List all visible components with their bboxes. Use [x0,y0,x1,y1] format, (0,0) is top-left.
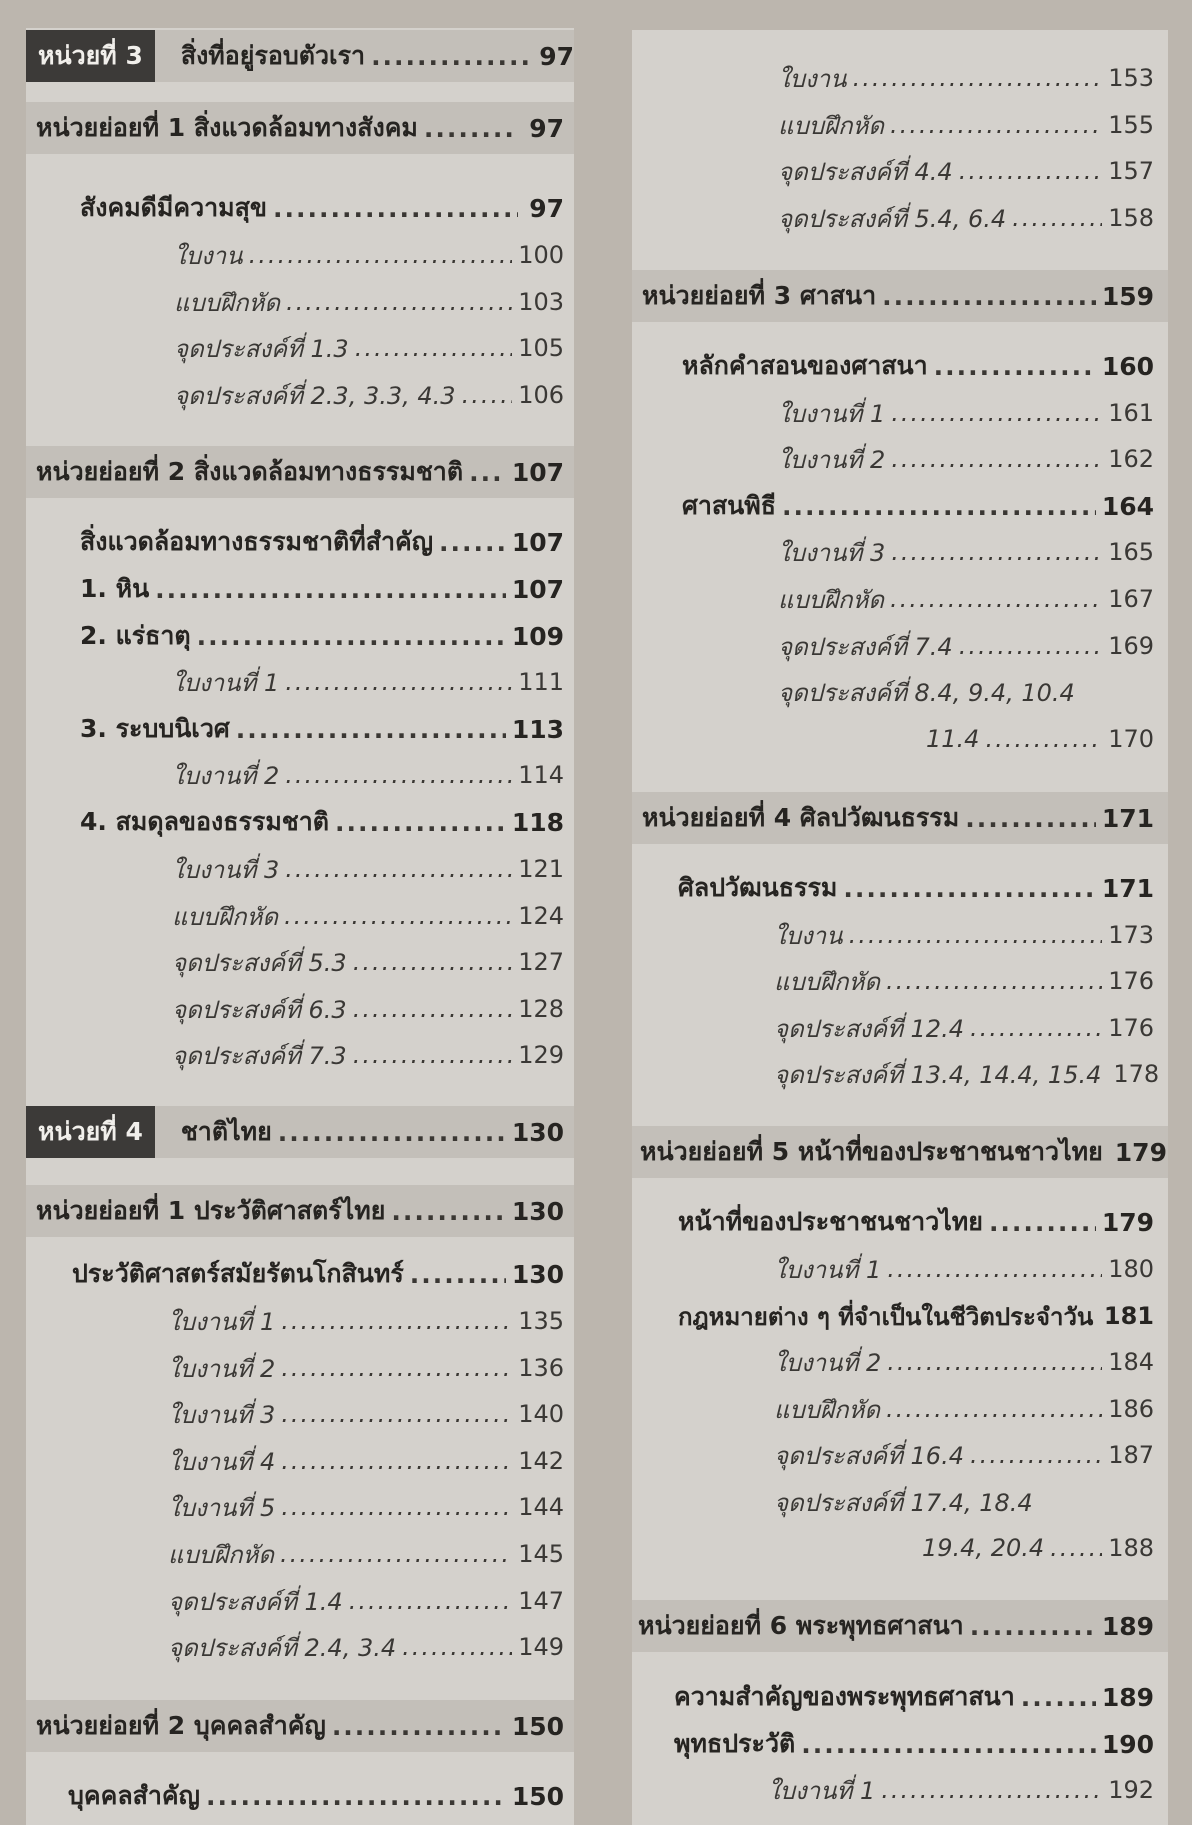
entry-title: ใบงานที่ 2 [774,1348,882,1377]
page-number: 160 [1101,351,1154,381]
entry-title: แบบฝึกหัด [168,1540,274,1569]
page-number: 150 [511,1711,564,1741]
page-number: 121 [518,855,564,883]
toc-entry[interactable] [774,1006,1154,1050]
toc-entry[interactable] [168,1579,564,1623]
subunit-1-header[interactable] [26,1185,574,1237]
toc-entry[interactable] [922,1526,1154,1570]
leader-dots [281,1307,512,1335]
leader-dots [1050,1534,1102,1562]
leader-dots [462,381,513,409]
subunit-6-header[interactable] [632,1600,1168,1652]
leader-dots [281,1493,512,1521]
entry-title: แบบฝึกหัด [774,1395,880,1424]
toc-entry[interactable] [678,1200,1154,1244]
page-number: 149 [518,1633,564,1661]
leader-dots [284,902,512,930]
page-number: 159 [1101,281,1154,311]
toc-entry[interactable] [168,1392,564,1436]
entry-title: ความสำคัญของพระพุทธศาสนา [674,1682,1015,1711]
leader-dots [881,1776,1102,1804]
leader-dots [890,585,1102,613]
leader-dots [843,874,1095,903]
page-number: 128 [518,995,564,1023]
page-number: 129 [518,1041,564,1069]
entry-title: ใบงานที่ 3 [168,1400,276,1429]
toc-entry[interactable] [172,753,564,797]
page-number: 97 [529,193,564,223]
leader-dots [286,288,512,316]
toc-entry[interactable] [678,1294,1154,1338]
page-number: 155 [1108,111,1154,139]
toc-entry[interactable] [778,196,1154,240]
leader-dots [273,194,518,223]
leader-dots [424,114,518,143]
leader-dots [355,334,512,362]
leader-dots [402,1633,512,1661]
leader-dots [332,1712,506,1741]
entry-title: ใบงานที่ 2 [778,445,886,474]
toc-entry[interactable] [80,614,564,658]
page-number: 186 [1108,1395,1154,1423]
entry-title: แบบฝึกหัด [778,585,884,614]
entry-title: ใบงานที่ 4 [168,1447,276,1476]
toc-entry[interactable] [174,373,564,417]
leader-dots [989,1208,1096,1237]
toc-entry[interactable] [778,577,1154,621]
entry-title: ใบงานที่ 5 [168,1493,276,1522]
subunit-title: หน่วยย่อยที่ 2 สิ่งแวดล้อมทางธรรมชาติ [36,457,464,486]
page-number: 158 [1108,204,1154,232]
leader-dots [970,1441,1102,1469]
page-number: 164 [1101,491,1154,521]
toc-entry[interactable] [774,913,1154,957]
page-number: 189 [1101,1682,1154,1712]
leader-dots [985,725,1102,753]
page-number: 162 [1108,445,1154,473]
entry-title: พุทธประวัติ [674,1729,796,1758]
leader-dots [353,1041,512,1069]
unit-3-header[interactable] [26,30,574,82]
page-number: 97 [529,113,564,143]
leader-dots [849,921,1103,949]
leader-dots [280,1540,512,1568]
page-number: 171 [1101,873,1154,903]
leader-dots [278,1118,506,1147]
toc-entry[interactable] [168,1532,564,1576]
toc-entry[interactable] [778,56,1154,100]
leader-dots [891,399,1102,427]
leader-dots [782,492,1096,521]
page-number: 171 [1101,803,1154,833]
page-number: 178 [1113,1060,1160,1088]
leader-dots [285,855,512,883]
toc-entry[interactable] [172,847,564,891]
entry-title: จุดประสงค์ที่ 5.4, 6.4 [778,204,1007,233]
entry-title: จุดประสงค์ที่ 13.4, 14.4, 15.4 [774,1060,1102,1089]
page-number: 165 [1108,538,1154,566]
page-number: 188 [1108,1534,1154,1562]
entry-title: 3. ระบบนิเวศ [80,714,230,743]
toc-entry[interactable] [682,344,1154,388]
toc-entry[interactable] [172,987,564,1031]
leader-dots [285,761,512,789]
entry-title: จุดประสงค์ที่ 6.3 [172,995,347,1024]
entry-title: ใบงานที่ 1 [774,1255,882,1284]
toc-entry[interactable] [774,959,1154,1003]
subunit-title: หน่วยย่อยที่ 3 ศาสนา [642,281,877,310]
subunit-title: หน่วยย่อยที่ 5 หน้าที่ของประชาชนชาวไทย [640,1137,1103,1166]
page-number: 153 [1108,64,1154,92]
entry-title: ใบงานที่ 3 [778,538,886,567]
leader-dots [391,1197,505,1226]
page-number: 192 [1108,1776,1154,1804]
toc-entry[interactable] [774,1433,1154,1477]
toc-entry[interactable] [80,707,564,751]
page-number: 145 [518,1540,564,1568]
page-number: 161 [1108,399,1154,427]
toc-entry[interactable] [172,894,564,938]
entry-title: ศาสนพิธี [682,491,776,520]
entry-title: ใบงาน [778,64,847,93]
subunit-title: หน่วยย่อยที่ 2 บุคคลสำคัญ [36,1711,326,1740]
leader-dots [371,42,528,71]
page-number: 118 [511,807,564,837]
entry-title: ใบงานที่ 1 [172,668,280,697]
subunit-5-header[interactable] [632,1126,1168,1178]
leader-dots [886,1395,1102,1423]
subunit-2-header[interactable] [26,1700,574,1752]
toc-entry[interactable] [778,670,1154,714]
entry-title: จุดประสงค์ที่ 16.4 [774,1441,964,1470]
entry-title: จุดประสงค์ที่ 2.4, 3.4 [168,1633,397,1662]
page-number: 100 [518,241,564,269]
toc-entry[interactable] [174,280,564,324]
toc-entry[interactable] [172,660,564,704]
page-number: 130 [511,1196,564,1226]
toc-entry[interactable] [80,800,564,844]
unit-4-header[interactable] [26,1106,574,1158]
subunit-title: หน่วยย่อยที่ 1 สิ่งแวดล้อมทางสังคม [36,113,418,142]
toc-entry[interactable] [774,1480,1154,1524]
leader-dots [959,632,1102,660]
leader-dots [197,622,506,651]
leader-dots [887,1348,1102,1376]
entry-title: จุดประสงค์ที่ 5.3 [172,948,347,977]
entry-title: จุดประสงค์ที่ 2.3, 3.3, 4.3 [174,381,456,410]
leader-dots [335,808,506,837]
leader-dots [934,352,1096,381]
entry-title: ใบงานที่ 1 [768,1776,876,1805]
entry-title: หลักคำสอนของศาสนา [682,351,928,380]
page-number: 97 [539,41,574,71]
subunit-3-header[interactable] [632,270,1168,322]
toc-entry[interactable] [678,866,1154,910]
unit-tag: หน่วยที่ 3 [26,30,155,82]
page-number: 150 [511,1781,564,1811]
entry-title: สังคมดีมีความสุข [80,193,268,222]
toc-entry[interactable] [168,1625,564,1669]
toc-entry[interactable] [768,1768,1154,1812]
leader-dots [891,445,1102,473]
toc-entry[interactable] [174,233,564,277]
leader-dots [353,948,512,976]
leader-dots [959,157,1102,185]
subunit-title: หน่วยย่อยที่ 1 ประวัติศาสตร์ไทย [36,1196,386,1225]
toc-entry[interactable] [774,1052,1160,1096]
page-number: 111 [518,668,564,696]
entry-title: ใบงานที่ 1 [168,1307,276,1336]
page-number: 124 [518,902,564,930]
entry-title: จุดประสงค์ที่ 8.4, 9.4, 10.4 [778,678,1075,707]
toc-entry[interactable] [682,484,1154,528]
entry-title: จุดประสงค์ที่ 4.4 [778,157,953,186]
leader-dots [353,995,512,1023]
page-number: 170 [1108,725,1154,753]
toc-entry[interactable] [774,1387,1154,1431]
page-number: 176 [1108,1014,1154,1042]
entry-title: ใบงานที่ 2 [172,761,280,790]
unit-title: ชาติไทย [180,1117,272,1146]
page-number: 176 [1108,967,1154,995]
entry-title: สิ่งแวดล้อมทางธรรมชาติที่สำคัญ [80,527,434,556]
leader-dots [886,967,1102,995]
page-number: 135 [518,1307,564,1335]
entry-title: กฎหมายต่าง ๆ ที่จำเป็นในชีวิตประจำวัน [678,1302,1094,1331]
page-number: 180 [1108,1255,1154,1283]
toc-entry[interactable] [674,1675,1154,1719]
leader-dots [890,111,1102,139]
toc-entry[interactable] [168,1485,564,1529]
toc-entry[interactable] [674,1722,1154,1766]
leader-dots [155,575,506,604]
page-number: 105 [518,334,564,362]
subunit-1-header[interactable] [26,102,574,154]
entry-title: จุดประสงค์ที่ 7.4 [778,632,953,661]
leader-dots [281,1354,512,1382]
page-number: 190 [1101,1729,1154,1759]
toc-entry[interactable] [174,326,564,370]
page-number: 142 [518,1447,564,1475]
toc-left-column [26,0,574,1825]
toc-entry[interactable] [168,1299,564,1343]
page-number: 106 [518,381,564,409]
entry-title: จุดประสงค์ที่ 17.4, 18.4 [774,1488,1033,1517]
page-number: 173 [1108,921,1154,949]
leader-dots [206,1782,506,1811]
toc-entry[interactable] [80,567,564,611]
leader-dots [853,64,1103,92]
subunit-title: หน่วยย่อยที่ 4 ศิลปวัฒนธรรม [642,803,960,832]
toc-entry[interactable] [168,1346,564,1390]
page-number: 107 [511,457,564,487]
leader-dots [965,804,1096,833]
toc-entry[interactable] [80,520,564,564]
page-number: 136 [518,1354,564,1382]
page-number: 179 [1114,1137,1167,1167]
entry-title: 19.4, 20.4 [922,1534,1045,1562]
unit-tag: หน่วยที่ 4 [26,1106,155,1158]
leader-dots [236,715,506,744]
page-number: 167 [1108,585,1154,613]
leader-dots [801,1730,1096,1759]
leader-dots [887,1255,1102,1283]
entry-title: ใบงานที่ 1 [778,399,886,428]
toc-entry[interactable] [168,1439,564,1483]
toc-entry[interactable] [778,149,1154,193]
leader-dots [469,458,506,487]
toc-entry[interactable] [778,391,1154,435]
leader-dots [970,1014,1102,1042]
toc-right-column [632,0,1168,1825]
leader-dots [1021,1683,1096,1712]
leader-dots [970,1612,1096,1641]
toc-entry[interactable] [778,624,1154,668]
page-number: 130 [511,1117,564,1147]
page-number: 181 [1103,1302,1154,1330]
subunit-4-header[interactable] [632,792,1168,844]
toc-entry[interactable] [926,717,1154,761]
entry-title: 11.4 [926,725,980,753]
page-number: 187 [1108,1441,1154,1469]
entry-title: จุดประสงค์ที่ 1.4 [168,1587,343,1616]
entry-title: 1. หิน [80,574,150,603]
page-number: 157 [1108,157,1154,185]
entry-title: ใบงาน [774,921,843,950]
leader-dots [281,1400,512,1428]
toc-entry[interactable] [72,1252,564,1296]
toc-entry[interactable] [778,437,1154,481]
toc-entry[interactable] [172,1033,564,1077]
page-number: 107 [511,527,564,557]
toc-entry[interactable] [778,103,1154,147]
leader-dots [439,528,506,557]
page-number: 147 [518,1587,564,1615]
entry-title: ใบงาน [174,241,243,270]
entry-title: แบบฝึกหัด [174,288,280,317]
entry-title: จุดประสงค์ที่ 7.3 [172,1041,347,1070]
toc-entry[interactable] [778,530,1154,574]
entry-title: หน้าที่ของประชาชนชาวไทย [678,1207,983,1236]
page-number: 184 [1108,1348,1154,1376]
page-number: 130 [511,1259,564,1289]
page-number: 107 [511,574,564,604]
entry-title: 2. แร่ธาตุ [80,621,191,650]
entry-title: 4. สมดุลของธรรมชาติ [80,807,330,836]
leader-dots [891,538,1102,566]
entry-title: ใบงานที่ 3 [172,855,280,884]
entry-title: จุดประสงค์ที่ 12.4 [774,1014,964,1043]
leader-dots [281,1447,512,1475]
leader-dots [285,668,512,696]
page-number: 114 [518,761,564,789]
leader-dots [882,282,1096,311]
entry-title: ประวัติศาสตร์สมัยรัตนโกสินทร์ [72,1259,404,1288]
toc-entry[interactable] [68,1774,564,1818]
entry-title: ศิลปวัฒนธรรม [678,873,838,902]
entry-title: บุคคลสำคัญ [68,1781,200,1810]
leader-dots [410,1260,506,1289]
entry-title: แบบฝึกหัด [172,902,278,931]
page-number: 127 [518,948,564,976]
entry-title: ใบงานที่ 2 [168,1354,276,1383]
entry-title: แบบฝึกหัด [774,967,880,996]
unit-title: สิ่งที่อยู่รอบตัวเรา [180,41,366,70]
entry-title: แบบฝึกหัด [778,111,884,140]
toc-entry[interactable] [774,1247,1154,1291]
page-number: 140 [518,1400,564,1428]
page-number: 189 [1101,1611,1154,1641]
page-number: 109 [511,621,564,651]
page-number: 113 [511,714,564,744]
leader-dots [1012,204,1102,232]
toc-entry[interactable] [80,186,564,230]
subunit-title: หน่วยย่อยที่ 6 พระพุทธศาสนา [638,1611,964,1640]
page-number: 169 [1108,632,1154,660]
page-number: 103 [518,288,564,316]
toc-entry[interactable] [172,940,564,984]
page-number: 144 [518,1493,564,1521]
subunit-2-header[interactable] [26,446,574,498]
entry-title: จุดประสงค์ที่ 1.3 [174,334,349,363]
page-number: 179 [1101,1207,1154,1237]
leader-dots [349,1587,512,1615]
leader-dots [249,241,513,269]
toc-entry[interactable] [774,1340,1154,1384]
